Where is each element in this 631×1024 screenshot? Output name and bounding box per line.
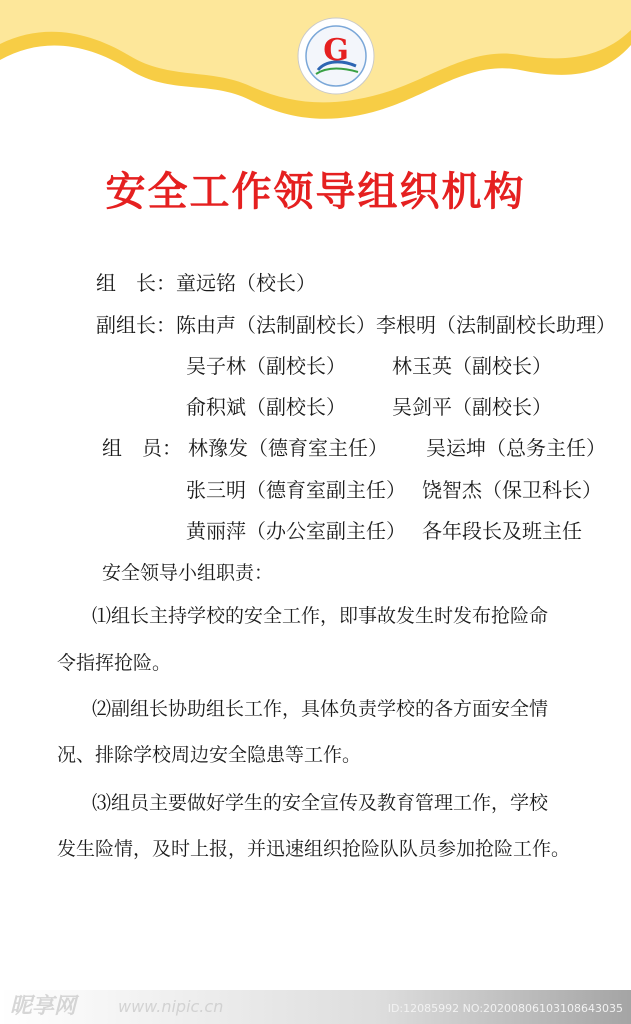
roster-row [186, 394, 552, 420]
watermark-footer [0, 990, 631, 1024]
roster-row [96, 312, 616, 338]
role-label: 组 员： [102, 436, 182, 460]
emblem-letter: G [323, 33, 349, 68]
duties-heading: 安全领导小组职责： [102, 562, 274, 584]
member-entry: 林玉英（副校长） [392, 354, 552, 378]
roster-row [186, 518, 582, 544]
member-entry: 吴剑平（副校长） [392, 395, 552, 419]
member-entry: 各年段长及班主任 [422, 519, 582, 543]
watermark-brand: 昵享网 [10, 994, 77, 1019]
member-entry: 童远铭（校长） [176, 271, 316, 295]
duty-line: ⑵副组长协助组长工作，具体负责学校的各方面安全情 [92, 698, 549, 720]
roster-row [102, 435, 606, 461]
duty-line: 况、排除学校周边安全隐患等工作。 [57, 744, 362, 766]
page-title: 安全工作领导组织机构 [105, 169, 526, 215]
duty-line: 令指挥抢险。 [57, 652, 172, 674]
roster-row [186, 353, 552, 379]
watermark-url: www.nipic.cn [118, 997, 224, 1016]
member-entry: 饶智杰（保卫科长） [422, 478, 602, 502]
watermark-id: ID:12085992 NO:20200806103108643035 [387, 1002, 623, 1015]
member-entry: 陈由声（法制副校长） [176, 313, 376, 337]
duty-line: ⑴组长主持学校的安全工作，即事故发生时发布抢险命 [92, 605, 549, 627]
member-entry: 黄丽萍（办公室副主任） [186, 519, 406, 543]
duty-line: 发生险情，及时上报，并迅速组织抢险队队员参加抢险工作。 [57, 838, 571, 860]
duty-line: ⑶组员主要做好学生的安全宣传及教育管理工作，学校 [92, 792, 549, 814]
member-entry: 林豫发（德育室主任） [188, 436, 388, 460]
role-label: 副组长： [96, 313, 176, 337]
role-label: 组 长： [96, 271, 176, 295]
member-entry: 俞积斌（副校长） [186, 395, 346, 419]
roster-row [186, 477, 602, 503]
school-emblem-icon [296, 16, 376, 96]
member-entry: 张三明（德育室副主任） [186, 478, 406, 502]
member-entry: 李根明（法制副校长助理） [376, 313, 616, 337]
member-entry: 吴运坤（总务主任） [426, 436, 606, 460]
roster-row [96, 270, 316, 296]
member-entry: 吴子林（副校长） [186, 354, 346, 378]
